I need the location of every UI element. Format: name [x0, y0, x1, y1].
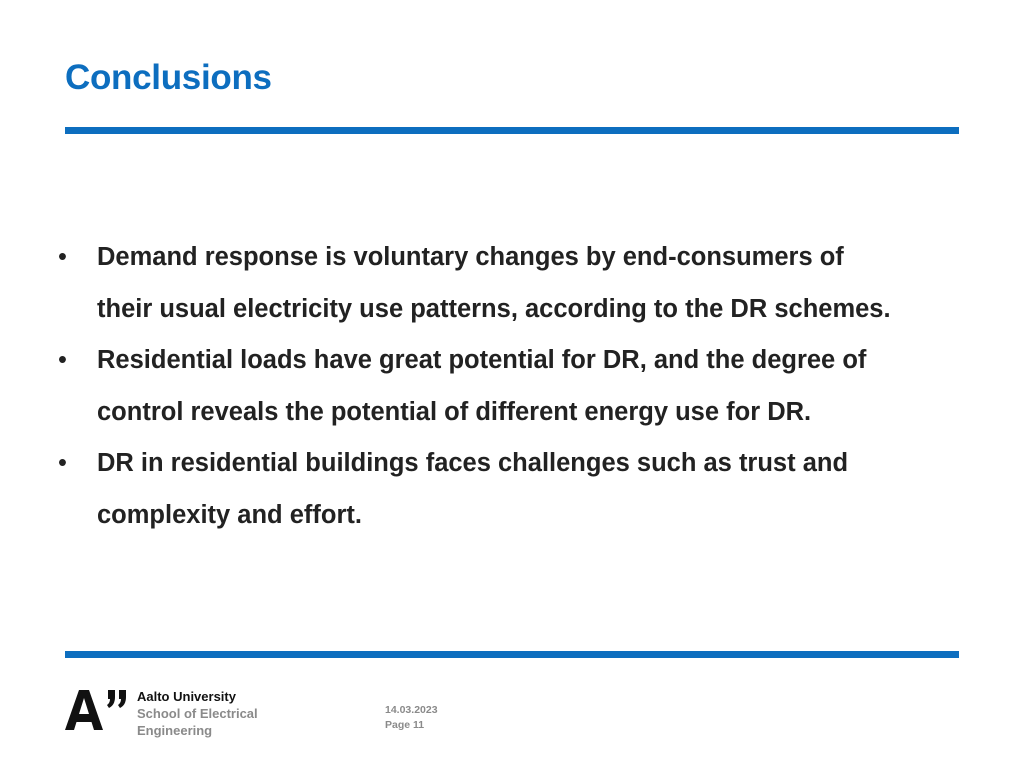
- bullet-text-line: their usual electricity use patterns, according to the DR schemes.: [97, 294, 891, 323]
- slide-meta: [385, 703, 438, 733]
- bullet-text-line: complexity and effort.: [97, 500, 362, 529]
- title-divider: [65, 127, 959, 134]
- footer-divider: [65, 651, 959, 658]
- aalto-a-logo-icon: [65, 688, 129, 732]
- bullet-dot: •: [58, 449, 67, 477]
- bullet-text-line: DR in residential buildings faces challenges such as trust and: [97, 449, 849, 477]
- bullet-item: [0, 335, 1024, 438]
- page-number: Page 11: [385, 719, 425, 731]
- bullet-item: [0, 438, 1024, 541]
- bullet-dot: •: [58, 243, 67, 271]
- bullet-list: [0, 232, 1024, 541]
- bullet-text-line: Demand response is voluntary changes by end-consumers of: [97, 243, 844, 271]
- bullet-text-line: control reveals the potential of different energy use for DR.: [97, 397, 812, 426]
- bullet-dot: •: [58, 346, 67, 374]
- slide-title: Conclusions: [65, 58, 272, 97]
- school-name-line-2: Engineering: [137, 723, 213, 738]
- bullet-item: [0, 232, 1024, 335]
- bullet-text-line: Residential loads have great potential for DR, and the degree of: [97, 346, 867, 374]
- slide-date: 14.03.2023: [385, 704, 438, 716]
- university-name: Aalto University: [137, 689, 236, 704]
- organization-name: [137, 688, 258, 739]
- school-name-line-1: School of Electrical: [137, 706, 258, 721]
